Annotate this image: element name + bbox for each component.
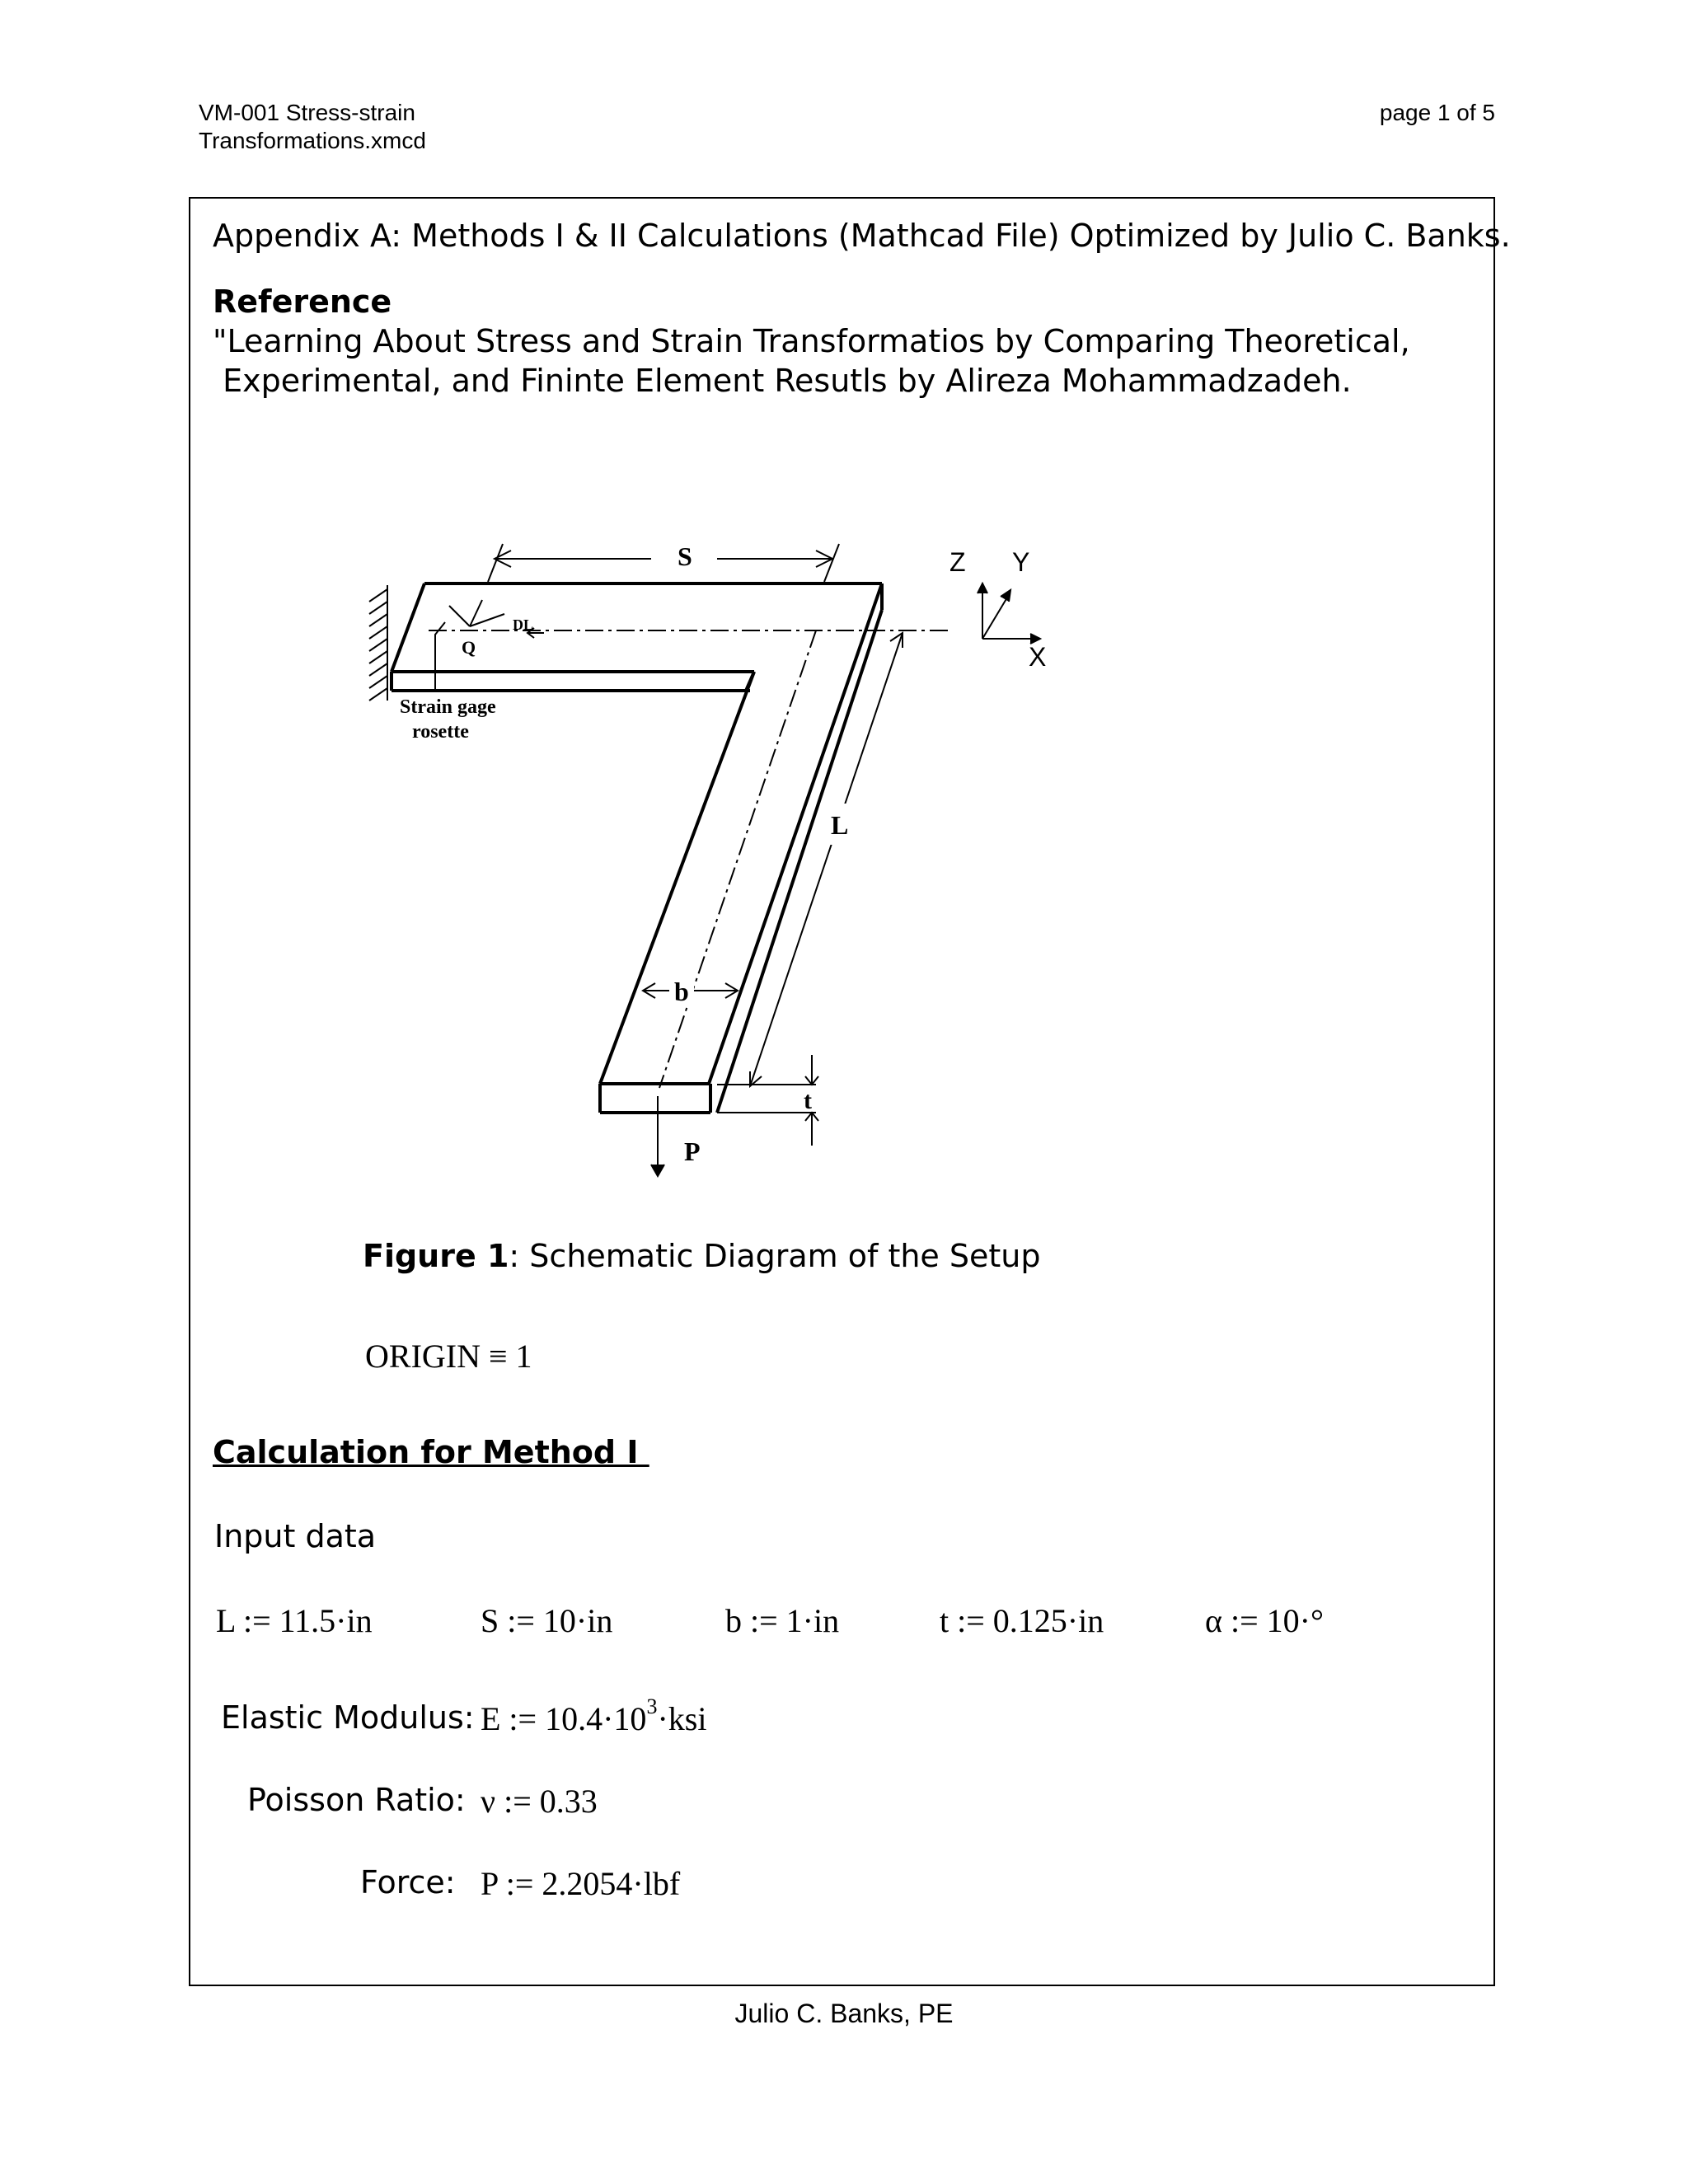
beam-outline — [392, 583, 882, 1113]
header-filename — [199, 99, 426, 155]
label-t: t — [804, 1087, 812, 1114]
figure-caption — [363, 1236, 1041, 1276]
label-q: Q — [462, 637, 476, 658]
header-filename-line2: Transformations.xmcd — [199, 128, 426, 153]
force-value: P := 2.2054·lbf — [481, 1865, 681, 1902]
method-heading: Calculation for Method I — [213, 1434, 649, 1470]
input-data-label: Input data — [214, 1518, 377, 1554]
label-rosette: rosette — [412, 721, 469, 743]
elastic-modulus-mantissa: E := 10.4·10 — [481, 1700, 647, 1737]
input-s: S := 10·in — [481, 1602, 613, 1639]
label-strain-gage: Strain gage — [400, 696, 496, 718]
appendix-title: Appendix A: Methods I & II Calculations (Mathcad File) Optimized by Julio C. Banks. — [213, 218, 1511, 254]
axis-y-label: Y — [1012, 547, 1030, 577]
header-filename-line1: VM-001 Stress-strain — [199, 100, 415, 125]
poisson-ratio-value: ν := 0.33 — [481, 1783, 598, 1820]
force-label: Force: — [360, 1864, 456, 1900]
origin-definition: ORIGIN ≡ 1 — [365, 1338, 532, 1375]
schematic-diagram — [354, 527, 1096, 1203]
axis-x-label: X — [1029, 642, 1047, 672]
label-p: P — [684, 1137, 701, 1166]
input-b: b := 1·in — [725, 1602, 840, 1639]
poisson-ratio-label: Poisson Ratio: — [247, 1782, 466, 1818]
label-b: b — [674, 977, 689, 1006]
input-l: L := 11.5·in — [216, 1602, 373, 1639]
reference-line-1: "Learning About Stress and Strain Transformatios by Comparing Theoretical, — [213, 323, 1410, 359]
label-l: L — [831, 810, 849, 840]
elastic-modulus-unit: ·ksi — [657, 1700, 707, 1737]
elastic-modulus-value — [481, 1694, 707, 1739]
elastic-modulus-label: Elastic Modulus: — [221, 1699, 475, 1736]
reference-heading: Reference — [213, 284, 392, 320]
input-t: t := 0.125·in — [940, 1602, 1104, 1639]
elastic-modulus-exponent: 3 — [646, 1694, 658, 1718]
input-alpha: α := 10·° — [1205, 1602, 1324, 1639]
header-page-number: page 1 of 5 — [1379, 100, 1495, 125]
axis-z-label: Z — [950, 547, 966, 577]
coordinate-axes — [978, 583, 1040, 644]
reference-line-2: Experimental, and Fininte Element Resutls by Alireza Mohammadzadeh. — [213, 363, 1352, 399]
figure-caption-text: : Schematic Diagram of the Setup — [509, 1238, 1041, 1274]
fixed-wall — [369, 585, 387, 701]
label-dl: DL — [513, 616, 534, 633]
footer-author: Julio C. Banks, PE — [734, 1999, 954, 2028]
label-s: S — [678, 541, 692, 571]
figure-caption-label: Figure 1 — [363, 1238, 509, 1274]
